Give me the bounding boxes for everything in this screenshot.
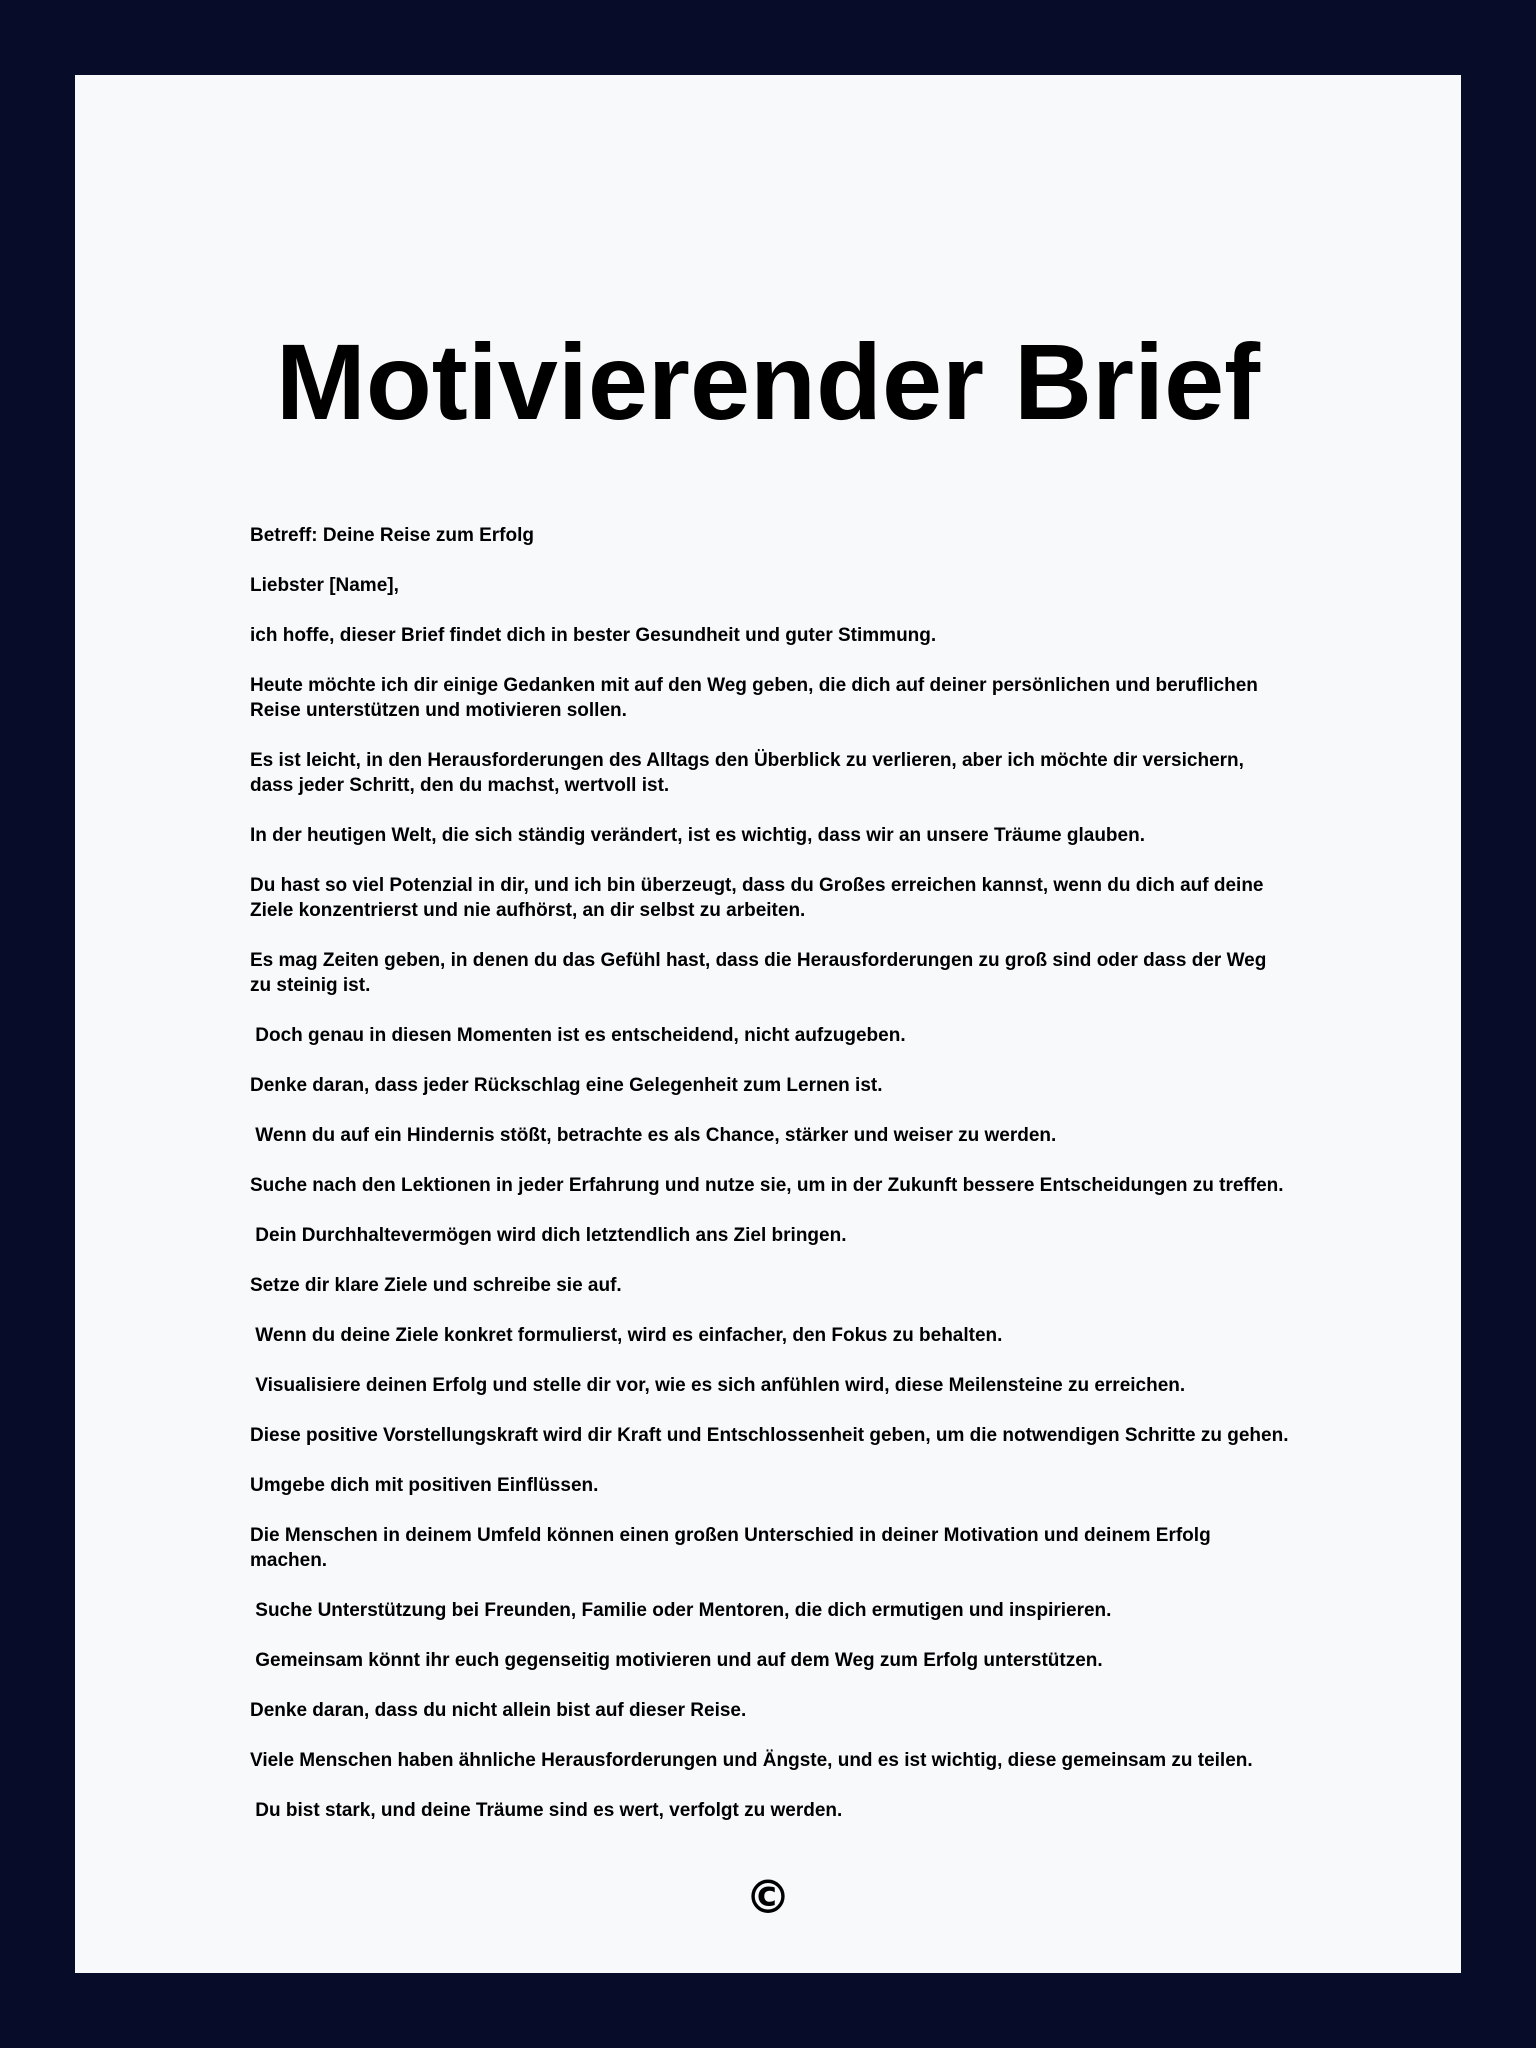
paragraph: Umgebe dich mit positiven Einflüssen. — [250, 1475, 599, 1496]
paragraph: Visualisiere deinen Erfolg und stelle dir vor, wie es sich anfühlen wird, diese Meilensteine zu erreichen. — [250, 1375, 1186, 1396]
copyright-icon: © — [745, 1870, 791, 1924]
paragraph: Du bist stark, und deine Träume sind es wert, verfolgt zu werden. — [250, 1800, 843, 1821]
letter-body — [250, 523, 1290, 1848]
paragraph: Du hast so viel Potenzial in dir, und ich bin überzeugt, dass du Großes erreichen kannst, wenn du dich auf deine Ziele konzentrierst und nie aufhörst, an dir selbst zu arbeiten. — [250, 875, 1269, 921]
paragraph: Wenn du auf ein Hindernis stößt, betrachte es als Chance, stärker und weiser zu werden. — [250, 1125, 1057, 1146]
document-page — [75, 75, 1461, 1973]
paragraph: Denke daran, dass jeder Rückschlag eine Gelegenheit zum Lernen ist. — [250, 1075, 883, 1096]
paragraph: ich hoffe, dieser Brief findet dich in bester Gesundheit und guter Stimmung. — [250, 625, 937, 646]
paragraph: Heute möchte ich dir einige Gedanken mit auf den Weg geben, die dich auf deiner persönlichen und beruflichen Reise unterstützen und motivieren sollen. — [250, 675, 1264, 721]
paragraph: Dein Durchhaltevermögen wird dich letztendlich ans Ziel bringen. — [250, 1225, 847, 1246]
paragraph: Viele Menschen haben ähnliche Herausforderungen und Ängste, und es ist wichtig, diese gemeinsam zu teilen. — [250, 1750, 1253, 1771]
paragraph: Doch genau in diesen Momenten ist es entscheidend, nicht aufzugeben. — [250, 1025, 906, 1046]
document-title: Motivierender Brief — [275, 321, 1261, 442]
paragraph: Suche nach den Lektionen in jeder Erfahrung und nutze sie, um in der Zukunft bessere Entscheidungen zu treffen. — [250, 1175, 1284, 1196]
paragraph: Denke daran, dass du nicht allein bist auf dieser Reise. — [250, 1700, 747, 1721]
paragraph: Es ist leicht, in den Herausforderungen des Alltags den Überblick zu verlieren, aber ich möchte dir versichern, dass jeder Schritt, den du machst, wertvoll ist. — [250, 750, 1250, 796]
paragraph: Setze dir klare Ziele und schreibe sie auf. — [250, 1275, 622, 1296]
paragraph: Diese positive Vorstellungskraft wird dir Kraft und Entschlossenheit geben, um die notwendigen Schritte zu gehen. — [250, 1425, 1289, 1446]
paragraph: Wenn du deine Ziele konkret formulierst, wird es einfacher, den Fokus zu behalten. — [250, 1325, 1003, 1346]
paragraph: Die Menschen in deinem Umfeld können einen großen Unterschied in deiner Motivation und deinem Erfolg machen. — [250, 1525, 1216, 1571]
paragraph: Es mag Zeiten geben, in denen du das Gefühl hast, dass die Herausforderungen zu groß sind oder dass der Weg zu steinig ist. — [250, 950, 1272, 996]
paragraph: Gemeinsam könnt ihr euch gegenseitig motivieren und auf dem Weg zum Erfolg unterstützen. — [250, 1650, 1103, 1671]
paragraph: Suche Unterstützung bei Freunden, Familie oder Mentoren, die dich ermutigen und inspirieren. — [250, 1600, 1112, 1621]
paragraph: In der heutigen Welt, die sich ständig verändert, ist es wichtig, dass wir an unsere Träume glauben. — [250, 825, 1145, 846]
paragraph-salutation: Liebster [Name], — [250, 575, 399, 596]
paragraph-subject: Betreff: Deine Reise zum Erfolg — [250, 525, 534, 546]
